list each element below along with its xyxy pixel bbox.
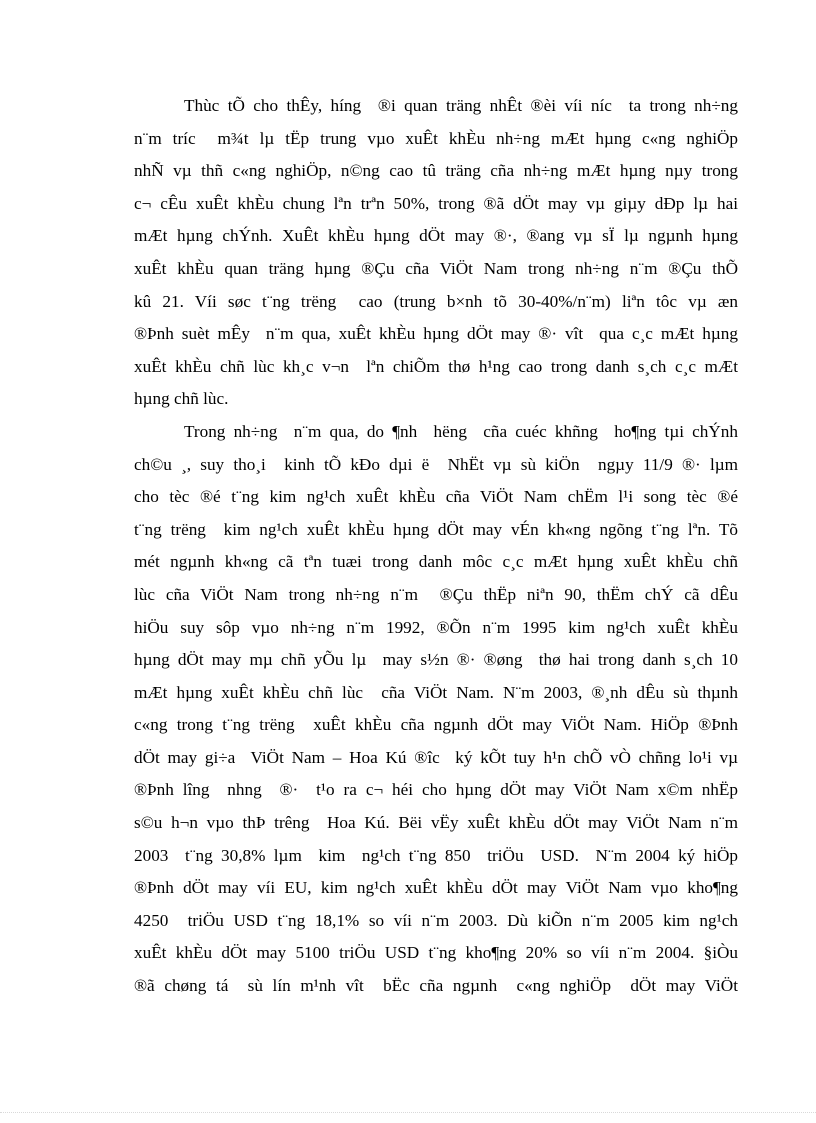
text-line: 2003 t¨ng 30,8% lµm kim ng¹ch t¨ng 850 triÖu USD. N¨m 2004 ký hiÖp <box>134 845 738 865</box>
text-line: n¨m tríc m¾t lµ tËp trung vµo xuÊt khÈu nh÷ng mÆt hµng c«ng nghiÖp <box>134 128 738 148</box>
text-line: ®Þnh lîng nhng ®· t¹o ra c¬ héi cho hµng dÖt may ViÖt Nam x©m nhËp <box>134 780 738 800</box>
text-line: mÆt hµng chÝnh. XuÊt khÈu hµng dÖt may ®·, ®ang vµ sÏ lµ ngµnh hµng <box>134 226 738 246</box>
text-line: ®ã chøng tá sù lín m¹nh vît bËc cña ngµnh c«ng nghiÖp dÖt may ViÖt <box>134 976 738 996</box>
text-line: xuÊt khÈu dÖt may 5100 triÖu USD t¨ng kho¶ng 20% so víi n¨m 2004. §iÒu <box>134 943 738 963</box>
text-line: xuÊt khÈu quan träng hµng ®Çu cña ViÖt Nam trong nh÷ng n¨m ®Çu thÕ <box>134 258 738 278</box>
body-text <box>134 90 738 1003</box>
page-bottom-divider <box>0 1112 816 1113</box>
text-line: mét ngµnh kh«ng cã tªn tuæi trong danh môc c¸c mÆt hµng xuÊt khÈu chñ <box>134 552 738 572</box>
text-line: ®Þnh dÖt may víi EU, kim ng¹ch xuÊt khÈu dÖt may ViÖt Nam vµo kho¶ng <box>134 878 738 898</box>
text-line: hiÖu suy sôp vµo nh÷ng n¨m 1992, ®Õn n¨m 1995 kim ng¹ch xuÊt khÈu <box>134 617 738 637</box>
text-line: t¨ng trëng kim ng¹ch xuÊt khÈu hµng dÖt may vÉn kh«ng ngõng t¨ng lªn. Tõ <box>134 519 738 539</box>
text-line: c«ng trong t¨ng trëng xuÊt khÈu cña ngµnh dÖt may ViÖt Nam. HiÖp ®Þnh <box>134 715 738 735</box>
text-line: s©u h¬n vµo thÞ trêng Hoa Kú. Bëi vËy xuÊt khÈu dÖt may ViÖt Nam n¨m <box>134 813 738 833</box>
text-line: hµng chñ lùc. <box>134 389 229 409</box>
text-line: ®Þnh suèt mÊy n¨m qua, xuÊt khÈu hµng dÖt may ®· vît qua c¸c mÆt hµng <box>134 324 738 344</box>
text-line: 4250 triÖu USD t¨ng 18,1% so víi n¨m 2003. Dù kiÕn n¨m 2005 kim ng¹ch <box>134 910 738 930</box>
text-line: dÖt may gi÷a ViÖt Nam – Hoa Kú ®îc ký kÕt tuy h¹n chÕ vÒ chñng lo¹i vµ <box>134 747 738 767</box>
text-line: lùc cña ViÖt Nam trong nh÷ng n¨m ®Çu thËp niªn 90, thËm chÝ cã dÊu <box>134 584 738 604</box>
text-line: Trong nh÷ng n¨m qua, do ¶nh hëng cña cuéc khñng ho¶ng tµi chÝnh <box>184 421 738 441</box>
text-line: xuÊt khÈu chñ lùc kh¸c v¬n lªn chiÕm thø h¹ng cao trong danh s¸ch c¸c mÆt <box>134 356 738 376</box>
text-line: c¬ cÊu xuÊt khÈu chung lªn trªn 50%, trong ®ã dÖt may vµ giµy dÐp lµ hai <box>134 193 738 213</box>
text-line: hµng dÖt may mµ chñ yÕu lµ may s½n ®· ®øng thø hai trong danh s¸ch 10 <box>134 650 738 670</box>
text-line: ch©u ¸, suy tho¸i kinh tÕ kÐo dµi ë NhËt vµ sù kiÖn ngµy 11/9 ®· lµm <box>134 454 738 474</box>
text-line: Thùc tÕ cho thÊy, híng ®i quan träng nhÊt ®èi víi níc ta trong nh÷ng <box>184 96 738 115</box>
text-line: mÆt hµng xuÊt khÈu chñ lùc cña ViÖt Nam. N¨m 2003, ®¸nh dÊu sù thµnh <box>134 682 738 702</box>
text-line: kû 21. Víi søc t¨ng trëng cao (trung b×nh tõ 30-40%/n¨m) liªn tôc vµ æn <box>134 291 738 311</box>
text-line: nhÑ vµ thñ c«ng nghiÖp, n©ng cao tû träng cña nh÷ng mÆt hµng nµy trong <box>134 161 738 181</box>
text-line: cho tèc ®é t¨ng kim ng¹ch xuÊt khÈu cña ViÖt Nam chËm l¹i song tèc ®é <box>134 487 738 507</box>
